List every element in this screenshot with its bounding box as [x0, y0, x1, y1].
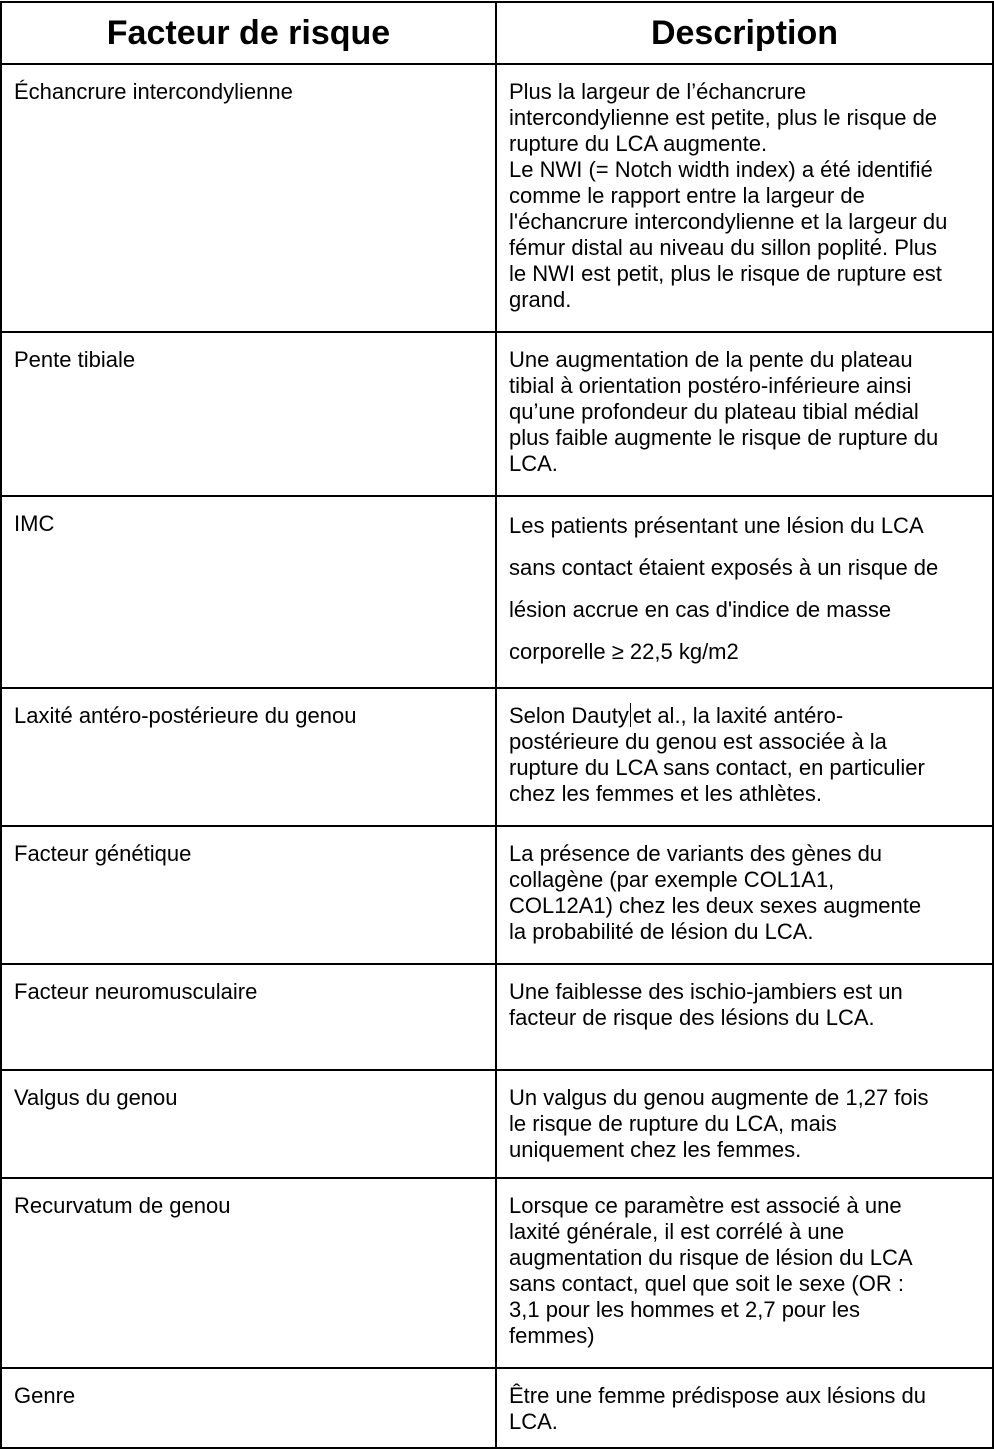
description-cell	[496, 1070, 993, 1178]
description-line: Le NWI (= Notch width index) a été identifié	[509, 157, 933, 182]
description-line: uniquement chez les femmes.	[509, 1137, 802, 1162]
factor-cell: IMC	[1, 496, 496, 688]
factor-cell: Échancrure intercondylienne	[1, 64, 496, 332]
description-fragment: Selon Dauty	[509, 703, 629, 728]
description-cell	[496, 688, 993, 826]
factor-cell: Recurvatum de genou	[1, 1178, 496, 1368]
description-line: le NWI est petit, plus le risque de rupture est	[509, 261, 942, 286]
description-line: collagène (par exemple COL1A1,	[509, 867, 835, 892]
description-line: augmentation du risque de lésion du LCA	[509, 1245, 913, 1270]
factor-cell: Facteur neuromusculaire	[1, 964, 496, 1070]
header-factor: Facteur de risque	[1, 2, 496, 64]
factor-cell: Valgus du genou	[1, 1070, 496, 1178]
factor-cell: Facteur génétique	[1, 826, 496, 964]
table-row	[1, 826, 993, 964]
factor-cell: Pente tibiale	[1, 332, 496, 496]
description-cell	[496, 332, 993, 496]
description-cell	[496, 826, 993, 964]
description-line: Lorsque ce paramètre est associé à une	[509, 1193, 902, 1218]
description-line: Une faiblesse des ischio-jambiers est un	[509, 979, 903, 1004]
description-line: La présence de variants des gènes du	[509, 841, 883, 866]
description-line: 3,1 pour les hommes et 2,7 pour les	[509, 1297, 860, 1322]
description-line: comme le rapport entre la largeur de	[509, 183, 865, 208]
description-line: plus faible augmente le risque de rupture du	[509, 425, 939, 450]
table-row	[1, 688, 993, 826]
table-row	[1, 332, 993, 496]
description-cell	[496, 496, 993, 688]
table-row	[1, 1178, 993, 1368]
description-line: Les patients présentant une lésion du LCA	[509, 513, 924, 538]
description-line: l'échancrure intercondylienne et la largeur du	[509, 209, 948, 234]
description-line: facteur de risque des lésions du LCA.	[509, 1005, 875, 1030]
description-line: Un valgus du genou augmente de 1,27 fois	[509, 1085, 929, 1110]
description-line: qu’une profondeur du plateau tibial médial	[509, 399, 919, 424]
description-line: rupture du LCA augmente.	[509, 131, 768, 156]
description-cell	[496, 1368, 993, 1448]
description-line: sans contact étaient exposés à un risque de	[509, 555, 939, 580]
description-line: Une augmentation de la pente du plateau	[509, 347, 913, 372]
description-line: sans contact, quel que soit le sexe (OR :	[509, 1271, 904, 1296]
description-line: LCA.	[509, 1409, 558, 1434]
description-line: Être une femme prédispose aux lésions du	[509, 1383, 927, 1408]
description-line: intercondylienne est petite, plus le risque de	[509, 105, 938, 130]
description-line: grand.	[509, 287, 572, 312]
risk-factor-table	[0, 1, 994, 1449]
table-header-row	[1, 2, 993, 64]
description-line: femmes)	[509, 1323, 595, 1348]
description-line: fémur distal au niveau du sillon poplité. Plus	[509, 235, 938, 260]
description-cell	[496, 1178, 993, 1368]
header-description: Description	[496, 2, 993, 64]
text-cursor	[630, 703, 631, 727]
table-row	[1, 64, 993, 332]
description-line: chez les femmes et les athlètes.	[509, 781, 823, 806]
description-line: LCA.	[509, 451, 558, 476]
description-line: la probabilité de lésion du LCA.	[509, 919, 814, 944]
description-line	[509, 703, 984, 729]
description-line: tibial à orientation postéro-inférieure ainsi	[509, 373, 912, 398]
table-row	[1, 496, 993, 688]
description-line: postérieure du genou est associée à la	[509, 729, 887, 754]
description-cell	[496, 964, 993, 1070]
table-row	[1, 1070, 993, 1178]
table-row	[1, 964, 993, 1070]
factor-cell: Genre	[1, 1368, 496, 1448]
description-line: le risque de rupture du LCA, mais	[509, 1111, 837, 1136]
description-line: lésion accrue en cas d'indice de masse	[509, 597, 892, 622]
description-line: rupture du LCA sans contact, en particulier	[509, 755, 925, 780]
factor-cell: Laxité antéro-postérieure du genou	[1, 688, 496, 826]
description-fragment: et al., la laxité antéro-	[632, 703, 844, 728]
description-line: laxité générale, il est corrélé à une	[509, 1219, 845, 1244]
description-cell	[496, 64, 993, 332]
description-line: Plus la largeur de l’échancrure	[509, 79, 807, 104]
description-line: corporelle ≥ 22,5 kg/m2	[509, 639, 739, 664]
description-line: COL12A1) chez les deux sexes augmente	[509, 893, 922, 918]
table-row	[1, 1368, 993, 1448]
